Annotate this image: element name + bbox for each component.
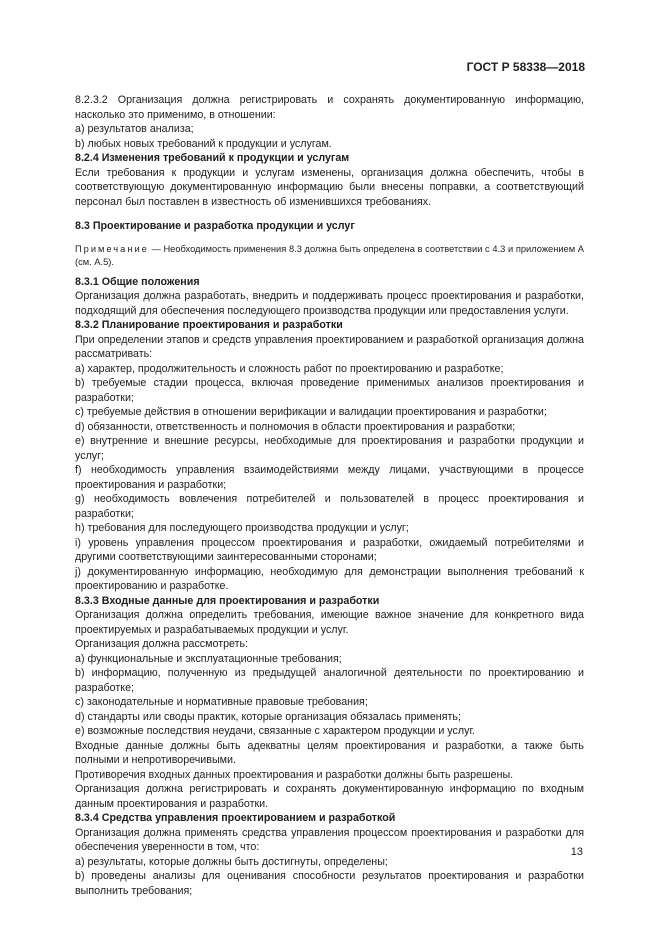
- list-item: d) стандарты или своды практик, которые организация обязалась применять;: [75, 710, 461, 723]
- paragraph: Если требования к продукции и услугам изменены, организация должна обеспечить, чтобы в соответствующую документированную информацию были внесены поправки, а соответствующий персонал был поставлен в известность об изменившихся требованиях.: [75, 166, 584, 208]
- paragraph: При определении этапов и средств управления проектированием и разработкой организация должна рассматривать:: [75, 333, 584, 361]
- clause-heading-8-2-4: 8.2.4 Изменения требований к продукции и услугам: [75, 152, 350, 164]
- list-item: b) информацию, полученную из предыдущей аналогичной деятельности по проектированию и разработке;: [75, 667, 584, 694]
- list-item: a) результаты, которые должны быть достигнуты, определены;: [75, 855, 388, 868]
- section-heading-8-3: 8.3 Проектирование и разработка продукции и услуг: [75, 220, 355, 232]
- list-item: b) требуемые стадии процесса, включая проведение применимых анализов проектирования и разработки;: [75, 377, 584, 404]
- paragraph: Входные данные должны быть адекватны целям проектирования и разработки, а также быть полными и непротиворечивыми.: [75, 739, 584, 767]
- note-text: — Необходимость применения 8.3 должна быть определена в соответствии с 4.3 и приложением А (см. А.5).: [75, 243, 584, 267]
- paragraph: Организация должна регистрировать и сохранять документированную информацию по входным данным проектирования и разработки.: [75, 783, 584, 810]
- paragraph: Организация должна разработать, внедрить и поддерживать процесс проектирования и разработки, подходящий для обеспечения последующего производства продукции или предоставления услуги.: [75, 290, 584, 317]
- list-item: h) требования для последующего производства продукции и услуг;: [75, 522, 409, 535]
- list-item: c) законодательные и нормативные правовые требования;: [75, 696, 368, 709]
- list-item: g) необходимость вовлечения потребителей и пользователей в процесс проектирования и разработки;: [75, 493, 584, 520]
- clause-heading-8-3-4: 8.3.4 Средства управления проектированием и разработкой: [75, 812, 396, 825]
- note-label: Примечание: [75, 243, 149, 254]
- list-item: c) требуемые действия в отношении верификации и валидации проектирования и разработки;: [75, 406, 547, 419]
- list-item: i) уровень управления процессом проектирования и разработки, ожидаемый потребителями и другими соответствующими заинтересованными сторонами;: [75, 536, 584, 564]
- clause-8-2-3-2: 8.2.3.2 Организация должна регистрировать и сохранять документированную информацию, насколько это применимо, в отношении:: [75, 94, 584, 121]
- clause-heading-8-3-3: 8.3.3 Входные данные для проектирования и разработки: [75, 594, 380, 607]
- list-item: a) характер, продолжительность и сложность работ по проектированию и разработке;: [75, 362, 504, 375]
- document-body: [75, 93, 584, 898]
- clause-heading-8-3-2: 8.3.2 Планирование проектирования и разработки: [75, 319, 343, 332]
- paragraph: Противоречия входных данных проектирования и разработки должны быть разрешены.: [75, 768, 514, 781]
- list-item: e) возможные последствия неудачи, связанные с характером продукции и услуг.: [75, 725, 475, 738]
- page-number: 13: [570, 846, 583, 858]
- list-item: f) необходимость управления взаимодействиями между лицами, участвующими в процессе проектирования и разработки;: [75, 464, 584, 491]
- paragraph: Организация должна определить требования, имеющие важное значение для конкретного вида проектируемых и разрабатываемых продукции и услуг.: [75, 609, 584, 636]
- list-item: b) проведены анализы для оценивания способности результатов проектирования и разработки выполнить требования;: [75, 870, 584, 897]
- paragraph: Организация должна применять средства управления процессом проектирования и разработки для обеспечения уверенности в том, что:: [75, 826, 584, 854]
- list-item: d) обязанности, ответственность и полномочия в области проектирования и разработки;: [75, 420, 516, 433]
- list-item: j) документированную информацию, необходимую для демонстрации выполнения требований к проектированию и разработке.: [75, 565, 584, 593]
- paragraph: Организация должна рассмотреть:: [75, 638, 249, 651]
- list-item: a) результатов анализа;: [75, 123, 194, 135]
- clause-heading-8-3-1: 8.3.1 Общие положения: [75, 275, 200, 288]
- list-item: b) любых новых требований к продукции и услугам.: [75, 137, 332, 150]
- list-item: e) внутренние и внешние ресурсы, необходимые для проектирования и разработки продукции и услуг;: [75, 435, 584, 462]
- document-header: ГОСТ Р 58338—2018: [466, 60, 585, 74]
- list-item: a) функциональные и эксплуатационные требования;: [75, 652, 342, 665]
- note: [75, 243, 584, 269]
